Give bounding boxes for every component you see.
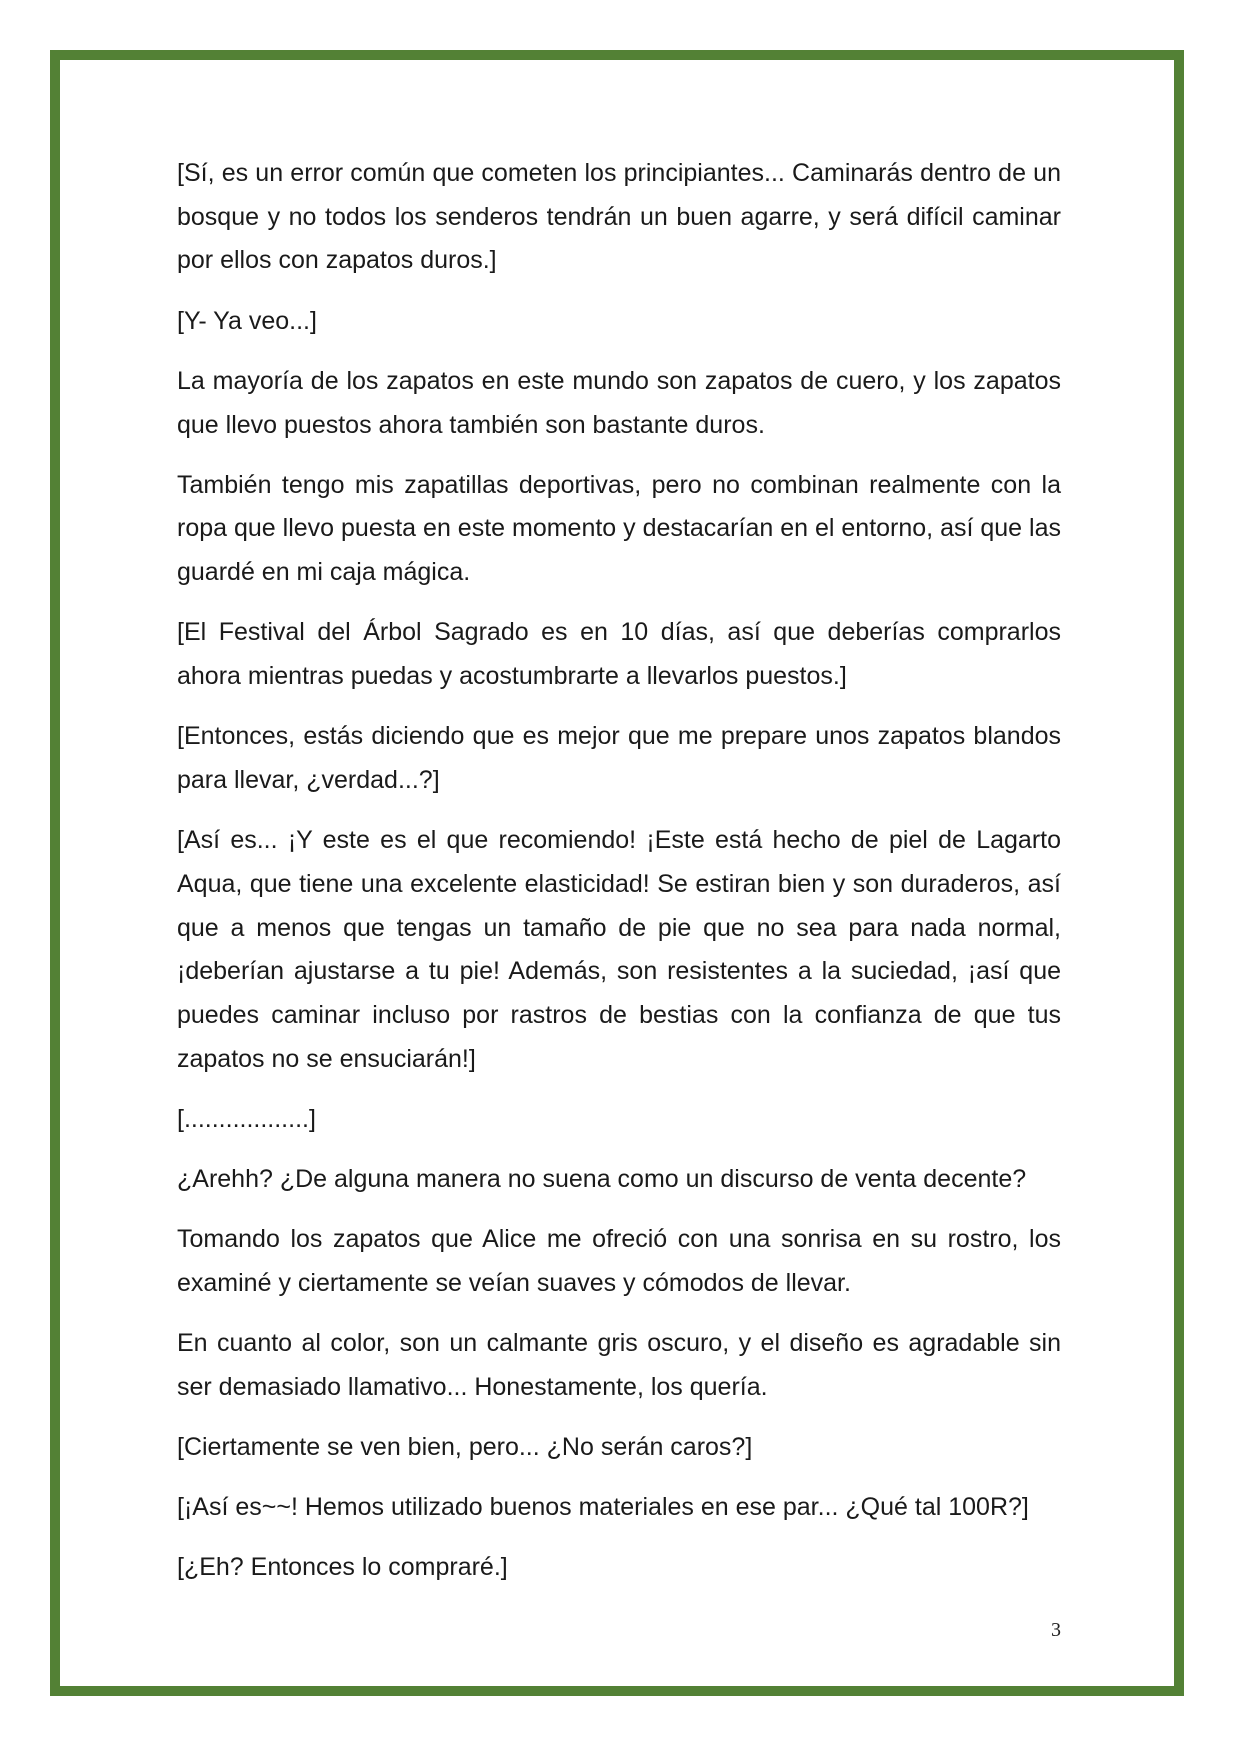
body-text: [177, 152, 1061, 1607]
paragraph: [Y- Ya veo...]: [177, 306, 317, 335]
paragraph: ¿Arehh? ¿De alguna manera no suena como un discurso de venta decente?: [177, 1165, 1027, 1194]
paragraph: En cuanto al color, son un calmante gris oscuro, y el diseño es agradable sin ser demasiado llamativo... Honestamente, los quería.: [177, 1329, 1061, 1401]
paragraph: [¿Eh? Entonces lo compraré.]: [177, 1553, 508, 1582]
paragraph: [Sí, es un error común que cometen los principiantes... Caminarás dentro de un bosque y no todos los senderos tendrán un buen agarre, y será difícil caminar por ellos con zapatos duros.]: [177, 159, 1061, 275]
paragraph: [..................]: [177, 1104, 316, 1133]
paragraph: También tengo mis zapatillas deportivas, pero no combinan realmente con la ropa que llevo puesta en este momento y destacarían en el entorno, así que las guardé en mi caja mágica.: [177, 470, 1061, 587]
page-number: 3: [1051, 1619, 1061, 1641]
paragraph: [Así es... ¡Y este es el que recomiendo! ¡Este está hecho de piel de Lagarto Aqua, que tiene una excelente elasticidad! Se estiran bien y son duraderos, así que a menos que tengas un tamaño de pie que no sea para nada normal, ¡deberían ajustarse a tu pie! Además, son resistentes a la suciedad, ¡así que puedes caminar incluso por rastros de bestias con la confianza de que tus zapatos no se ensuciarán!]: [177, 826, 1061, 1073]
paragraph: La mayoría de los zapatos en este mundo son zapatos de cuero, y los zapatos que llevo puestos ahora también son bastante duros.: [177, 366, 1061, 439]
paragraph: [El Festival del Árbol Sagrado es en 10 días, así que deberías comprarlos ahora mientras puedas y acostumbrarte a llevarlos puestos.]: [177, 618, 1061, 691]
paragraph: Tomando los zapatos que Alice me ofreció con una sonrisa en su rostro, los examiné y ciertamente se veían suaves y cómodos de llevar.: [177, 1225, 1061, 1297]
paragraph: [¡Así es~~! Hemos utilizado buenos materiales en ese par... ¿Qué tal 100R?]: [177, 1493, 1029, 1522]
paragraph: [Ciertamente se ven bien, pero... ¿No serán caros?]: [177, 1433, 753, 1462]
paragraph: [Entonces, estás diciendo que es mejor que me prepare unos zapatos blandos para llevar, ¿verdad...?]: [177, 722, 1061, 794]
